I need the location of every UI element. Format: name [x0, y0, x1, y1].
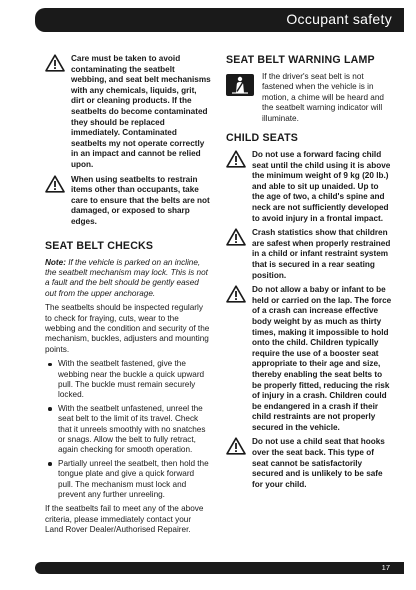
warning-triangle-icon — [45, 175, 65, 193]
note-label: Note: — [45, 257, 66, 267]
warning-lamp-text: If the driver's seat belt is not fastened when the vehicle is in motion, a chime will be heard and the seatbelt warning indicator will illuminate. — [262, 72, 384, 123]
warning-lamp-row — [226, 72, 392, 124]
checks-list — [45, 359, 211, 500]
right-column — [226, 54, 392, 494]
note-text: If the vehicle is parked on an incline, the seatbelt mechanism may lock. This is not a fault and the belt should be gently eased out from the upper anchorage. — [45, 257, 208, 298]
note — [45, 258, 211, 300]
warning-text: Crash statistics show that children are safest when properly restrained in a child or infant restraint system that is secured in a rear seating position. — [252, 228, 391, 280]
list-item: Partially unreel the seatbelt, then hold the tongue plate and give a quick forward pull. The mechanism must lock and prevent any further unreeling. — [45, 459, 211, 501]
warning-block — [45, 54, 211, 171]
footer-bar — [35, 562, 404, 574]
checks-intro: The seatbelts should be inspected regularly to check for fraying, cuts, wear to the webbing and the condition and security of the mechanism, buckles, adjusters and mounting points. — [45, 303, 210, 354]
warning-triangle-icon — [45, 54, 65, 72]
warning-block — [226, 150, 392, 224]
header-bar — [35, 8, 404, 32]
child-seats-heading: CHILD SEATS — [226, 132, 299, 145]
warning-block — [226, 228, 392, 281]
warning-triangle-icon — [226, 228, 246, 246]
seatbelt-warning-icon — [226, 74, 254, 96]
warning-triangle-icon — [226, 285, 246, 303]
page-number: 17 — [381, 563, 390, 572]
warning-text: Do not use a child seat that hooks over the seat back. This type of seat cannot be satisfactorily secured and is unlikely to be safe for your child. — [252, 437, 385, 489]
warning-triangle-icon — [226, 437, 246, 455]
warning-text: Care must be taken to avoid contaminating the seatbelt webbing, and seat belt mechanisms with any chemicals, liquids, grit, dirt or cleaning products. If the seatbelts do become contaminated they should be replaced immediately. Contaminated seatbelts my not operate correctly in an impact and cannot be relied upon. — [71, 54, 211, 169]
warning-block — [45, 175, 211, 228]
checks-closing: If the seatbelts fail to meet any of the above criteria, please immediately contact your Land Rover Dealer/Authorised Repairer. — [45, 504, 204, 535]
warning-text: Do not use a forward facing child seat until the child using it is above the minimum weight of 9 kg (20 lb.) and able to sit up unaided. Up to the age of two, a child's spine and neck are not sufficiently developed to avoid injury in a frontal impact. — [252, 150, 391, 223]
warning-text: Do not allow a baby or infant to be held or carried on the lap. The force of a crash can increase effective body weight by as much as thirty times, making it impossible to hold onto the child. Children typically require the use of a booster seat appropriate to their age and size, thereby enabling the seat belts to be properly fitted, reducing the risk of injury in a crash. Children could be endangered in a crash if their child restraints are not properly secured in the vehicle. — [252, 285, 392, 432]
page-title: Occupant safety — [286, 11, 392, 27]
list-item: With the seatbelt unfastened, unreel the seat belt to the limit of its travel. Check that it unreels smoothly with no snatches or snags. Allow the belt to fully retract, again checking for smooth operation. — [45, 404, 211, 456]
left-column — [45, 54, 211, 540]
list-item: With the seatbelt fastened, give the webbing near the buckle a quick upward pull. The buckle must remain securely locked. — [45, 359, 211, 401]
warning-triangle-icon — [226, 150, 246, 168]
warning-block — [226, 285, 392, 433]
warning-block — [226, 437, 392, 490]
warning-text: When using seatbelts to restrain items other than occupants, take care to ensure that the belts are not damaged, or exposed to sharp edges. — [71, 174, 210, 226]
seatbelt-person-icon — [230, 76, 250, 94]
warning-lamp-heading: SEAT BELT WARNING LAMP — [226, 54, 375, 66]
seat-belt-checks-heading: SEAT BELT CHECKS — [45, 239, 154, 252]
